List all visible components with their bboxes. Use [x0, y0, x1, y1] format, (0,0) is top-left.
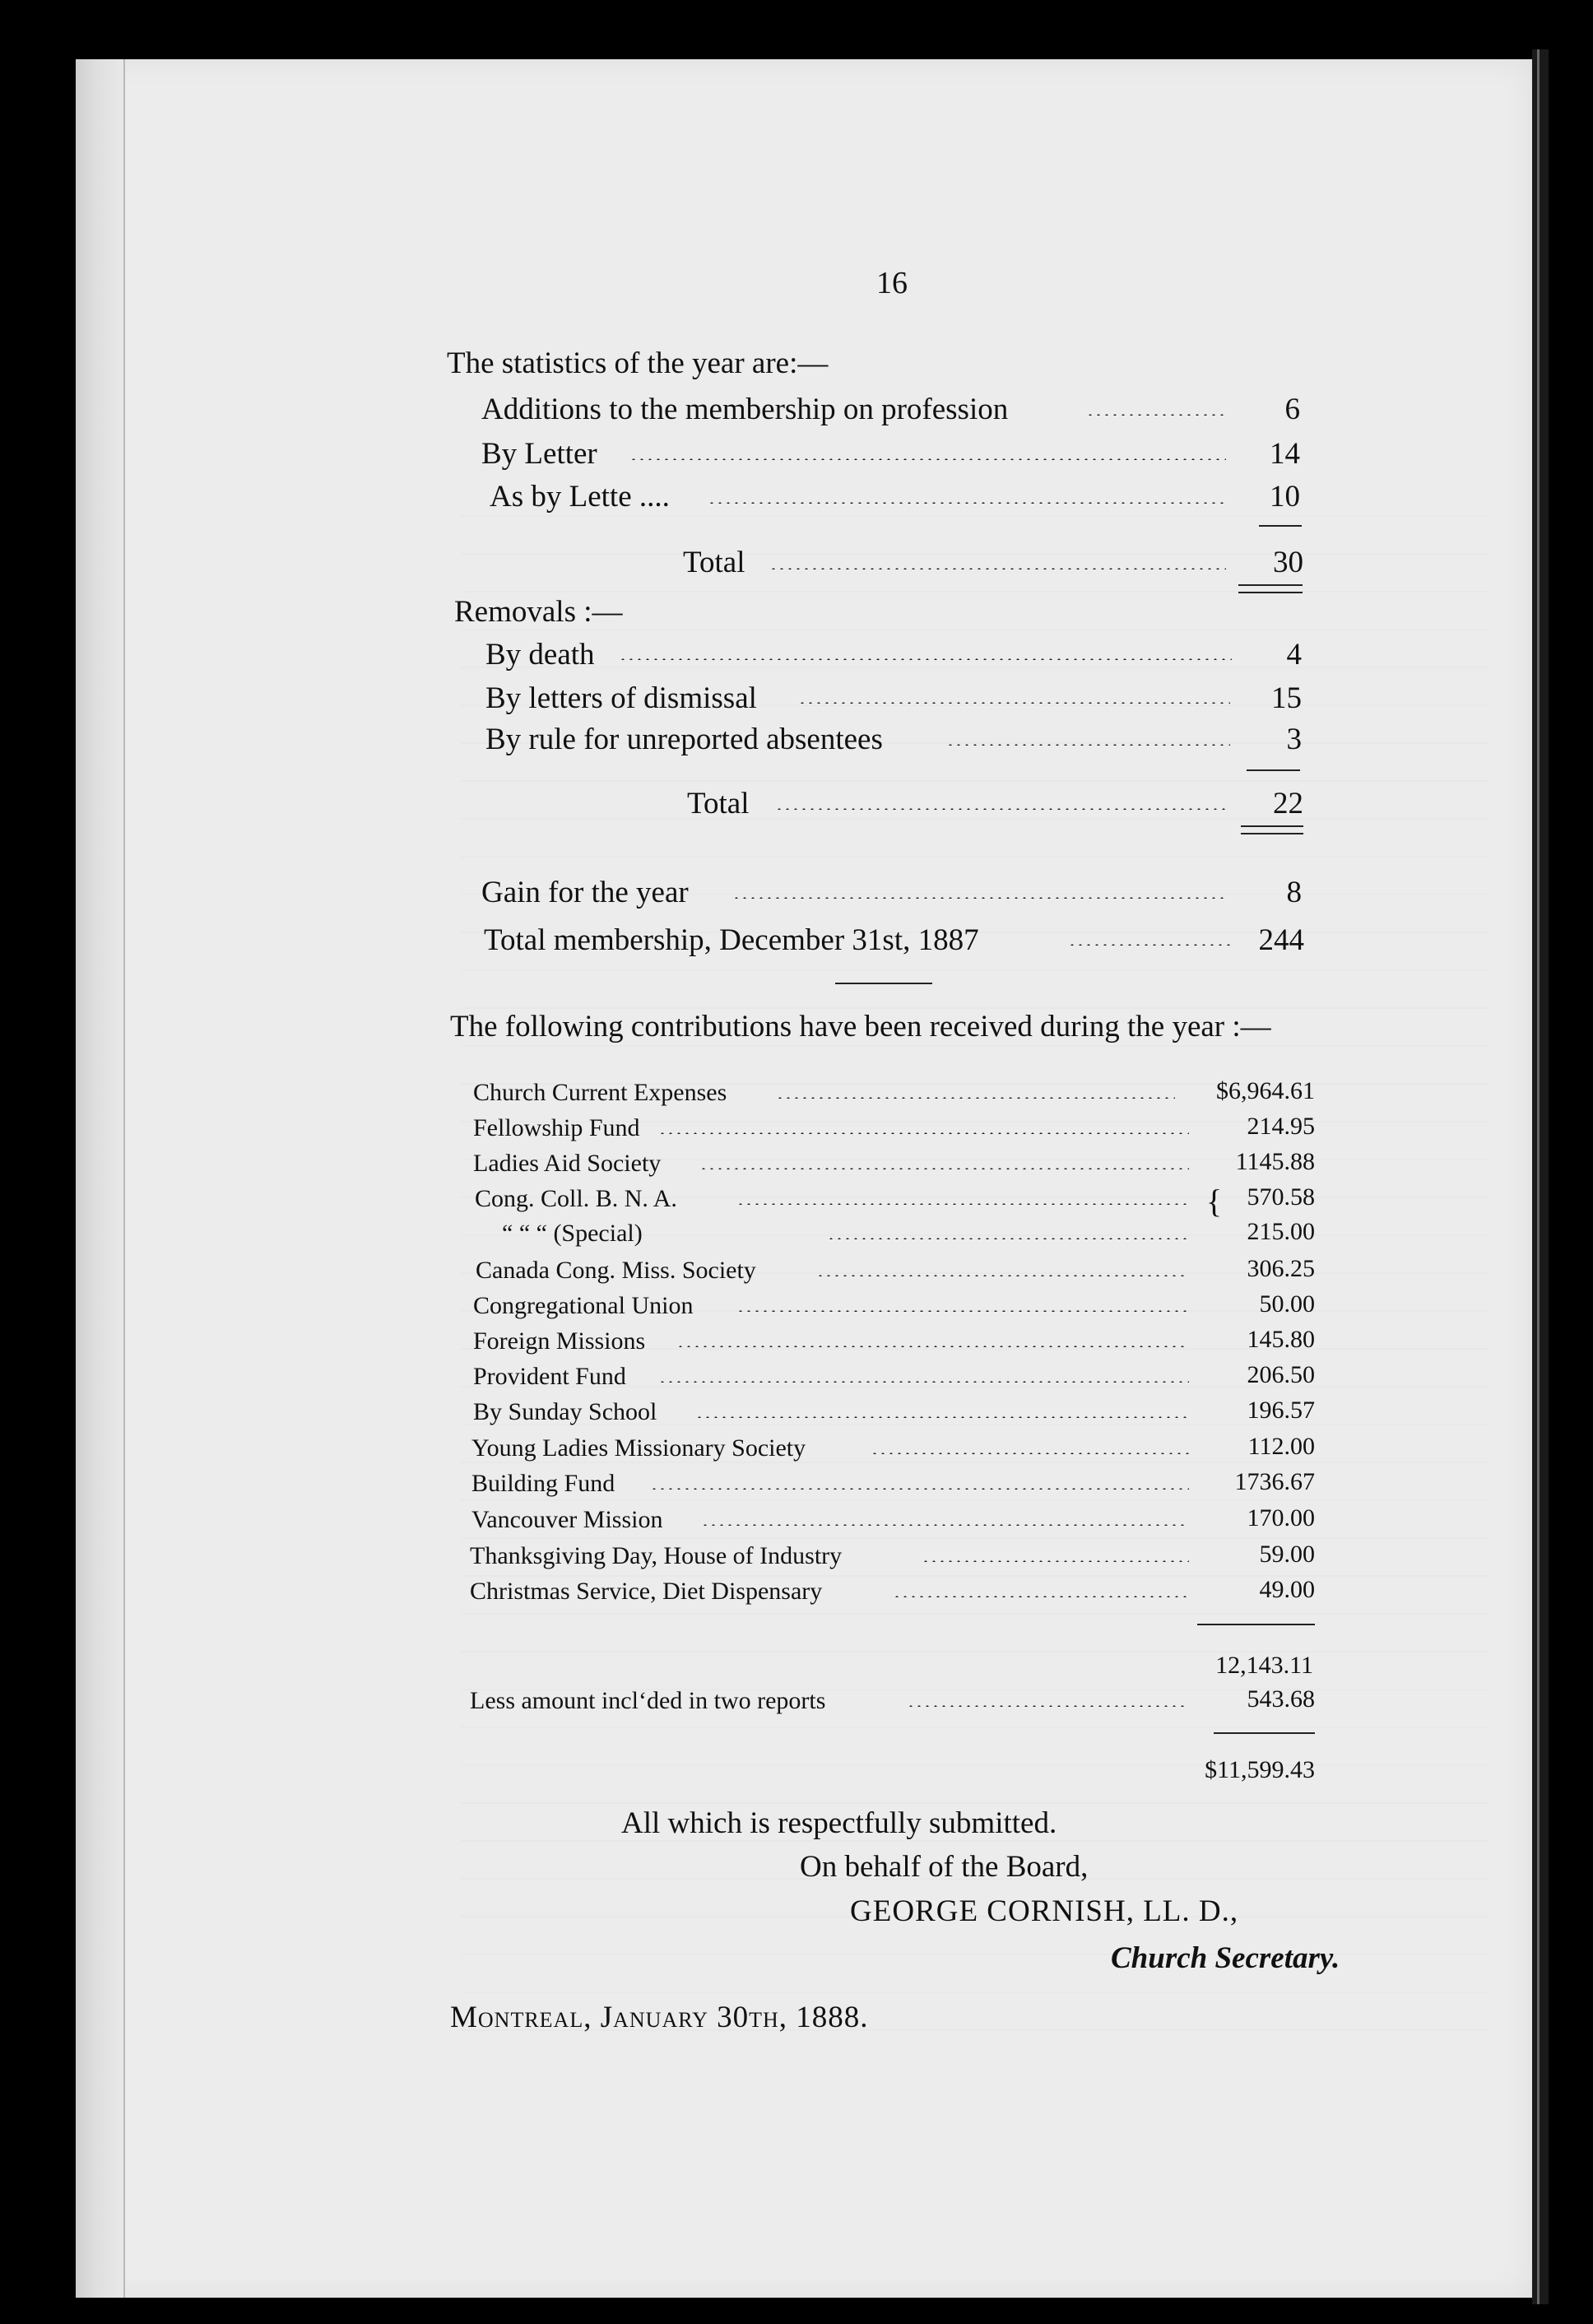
gain-value: 8 — [1286, 876, 1302, 909]
addition-label: Additions to the membership on profession — [481, 393, 1009, 426]
leader-dots — [732, 897, 1226, 899]
contribution-label: Fellowship Fund — [473, 1114, 640, 1141]
total-double-rule — [1238, 584, 1303, 593]
total-double-rule — [1241, 825, 1303, 834]
leader-dots — [946, 744, 1230, 746]
contribution-label: Church Current Expenses — [473, 1079, 727, 1106]
leader-dots — [827, 1238, 1189, 1239]
leader-dots — [922, 1560, 1189, 1562]
leader-dots — [701, 1524, 1189, 1526]
leader-dots — [658, 1381, 1189, 1383]
contribution-value: 196.57 — [1247, 1397, 1315, 1424]
contribution-value: 170.00 — [1247, 1504, 1315, 1532]
sum-rule — [1197, 1624, 1315, 1625]
contribution-label: Cong. Coll. B. N. A. — [475, 1185, 677, 1212]
grand-total: $11,599.43 — [1205, 1756, 1315, 1783]
removal-value: 4 — [1286, 638, 1302, 672]
behalf-line: On behalf of the Board, — [800, 1850, 1089, 1884]
page-binding-edge — [76, 59, 125, 2298]
leader-dots — [907, 1705, 1189, 1707]
contribution-value: $6,964.61 — [1216, 1077, 1315, 1104]
leader-dots — [658, 1132, 1189, 1134]
page-right-edge — [1532, 49, 1549, 2304]
leader-dots — [769, 568, 1226, 569]
leader-dots — [1086, 414, 1226, 416]
leader-dots — [699, 1168, 1189, 1169]
leader-dots — [1068, 944, 1233, 946]
removals-total-label: Total — [687, 787, 750, 820]
submitted-line: All which is respectfully submitted. — [621, 1806, 1057, 1840]
addition-label: By Letter — [481, 437, 597, 471]
leader-dots — [775, 808, 1228, 810]
page-number: 16 — [876, 266, 908, 300]
leader-dots — [816, 1275, 1189, 1276]
sum-rule — [1214, 1732, 1315, 1734]
signatory-name: GEORGE CORNISH, LL. D., — [850, 1894, 1239, 1928]
additions-total-value: 30 — [1273, 546, 1303, 579]
leader-dots — [893, 1596, 1189, 1597]
sum-rule — [1247, 769, 1300, 771]
leader-dots — [776, 1097, 1175, 1099]
removals-heading: Removals :— — [454, 595, 623, 629]
removal-label: By death — [485, 638, 595, 672]
removal-value: 3 — [1286, 723, 1302, 756]
contribution-label: Christmas Service, Diet Dispensary — [470, 1578, 823, 1605]
dateline: Montreal, January 30th, 1888. — [450, 2001, 869, 2034]
contribution-value: 306.25 — [1247, 1255, 1315, 1282]
contribution-value: 145.80 — [1247, 1326, 1315, 1353]
leader-dots — [736, 1310, 1189, 1312]
gain-label: Gain for the year — [481, 876, 689, 909]
sum-rule — [1259, 525, 1302, 527]
leader-dots — [708, 502, 1226, 504]
less-amount-label: Less amount incl‘ded in two reports — [470, 1687, 826, 1714]
section-divider — [835, 983, 932, 984]
contribution-value: 570.58 — [1247, 1183, 1315, 1211]
statistics-intro: The statistics of the year are:— — [447, 346, 829, 380]
contributions-subtotal: 12,143.11 — [1215, 1652, 1313, 1679]
leader-dots — [676, 1346, 1189, 1347]
addition-label: As by Lette .... — [490, 480, 670, 514]
contribution-label: Thanksgiving Day, House of Industry — [470, 1542, 843, 1569]
contribution-label: Building Fund — [471, 1470, 615, 1497]
addition-value: 10 — [1270, 480, 1300, 514]
contribution-label: Young Ladies Missionary Society — [471, 1434, 806, 1462]
leader-dots — [629, 458, 1226, 460]
contribution-label: Foreign Missions — [473, 1327, 646, 1355]
membership-value: 244 — [1258, 923, 1304, 957]
contribution-value: 1145.88 — [1235, 1148, 1315, 1175]
contribution-value: 215.00 — [1247, 1218, 1315, 1245]
leader-dots — [650, 1488, 1189, 1490]
leader-dots — [695, 1416, 1189, 1418]
addition-value: 6 — [1284, 393, 1300, 426]
addition-value: 14 — [1270, 437, 1300, 471]
less-amount-value: 543.68 — [1247, 1685, 1315, 1713]
contribution-label: Ladies Aid Society — [473, 1150, 662, 1177]
contribution-value: 50.00 — [1259, 1290, 1315, 1318]
contribution-label: Canada Cong. Miss. Society — [476, 1257, 756, 1284]
contribution-label: Vancouver Mission — [471, 1506, 663, 1533]
removal-value: 15 — [1271, 681, 1302, 715]
contribution-label: Provident Fund — [473, 1363, 626, 1390]
bracket-glyph: { — [1206, 1183, 1223, 1220]
membership-label: Total membership, December 31st, 1887 — [484, 923, 979, 957]
contribution-value: 112.00 — [1247, 1433, 1315, 1460]
contribution-value: 49.00 — [1259, 1576, 1315, 1603]
contribution-label: By Sunday School — [473, 1398, 657, 1425]
contribution-label: “ “ “ (Special) — [502, 1220, 643, 1247]
contribution-value: 59.00 — [1259, 1541, 1315, 1568]
contribution-value: 214.95 — [1247, 1113, 1315, 1140]
leader-dots — [736, 1203, 1189, 1205]
leader-dots — [798, 702, 1230, 704]
additions-total-label: Total — [683, 546, 745, 579]
contribution-value: 1736.67 — [1234, 1468, 1315, 1495]
signatory-title: Church Secretary. — [1111, 1941, 1340, 1975]
leader-dots — [871, 1452, 1189, 1454]
contribution-value: 206.50 — [1247, 1361, 1315, 1388]
removal-label: By letters of dismissal — [485, 681, 757, 715]
leader-dots — [619, 658, 1232, 660]
contribution-label: Congregational Union — [473, 1292, 694, 1319]
removal-label: By rule for unreported absentees — [485, 723, 883, 756]
contributions-intro: The following contributions have been received during the year :— — [450, 1010, 1271, 1043]
removals-total-value: 22 — [1273, 787, 1303, 820]
